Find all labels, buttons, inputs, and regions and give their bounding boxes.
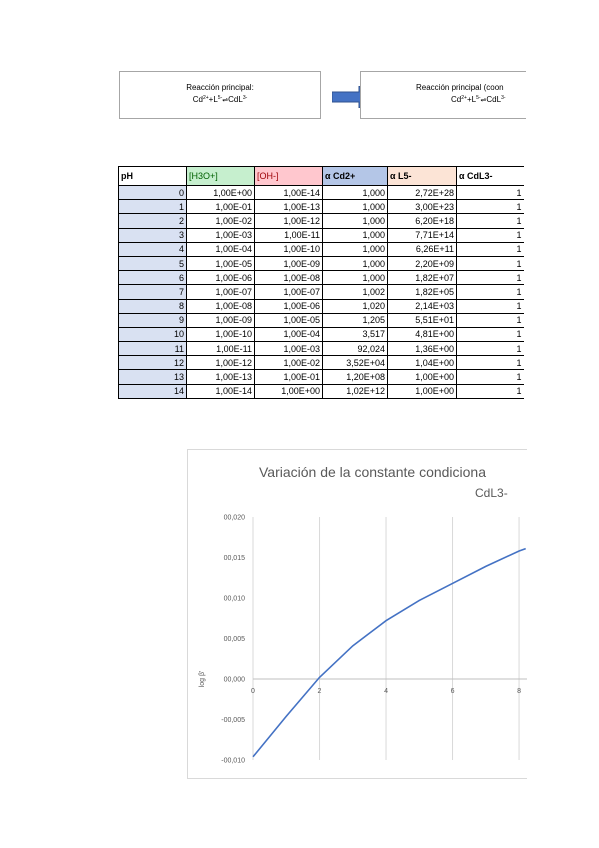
table-cell: 3,00E+23: [388, 200, 457, 214]
table-cell: 1,36E+00: [388, 342, 457, 356]
table-cell: 1,20E+08: [323, 370, 388, 384]
x-tick-label: 8: [517, 688, 522, 695]
table-row: [119, 186, 524, 200]
table-row: [119, 200, 524, 214]
table-cell: 1,002: [323, 285, 388, 299]
table-cell: 1,00E-13: [187, 370, 255, 384]
reaction-box-principal: [119, 71, 321, 119]
table-cell: 1,00E-06: [255, 299, 323, 313]
header-alpha-cd: α Cd2+: [323, 167, 388, 186]
table-cell: 1,00E-02: [187, 214, 255, 228]
table-cell: 1,00E-14: [255, 186, 323, 200]
table-cell: 1,000: [323, 228, 388, 242]
x-tick-label: 2: [317, 688, 322, 695]
header-h3o: [H3O+]: [187, 167, 255, 186]
table-cell: 1,020: [323, 299, 388, 313]
series-line: [253, 549, 526, 757]
table-cell: 1,000: [323, 271, 388, 285]
table-cell: 2,20E+09: [388, 256, 457, 270]
table-cell: 1,00E-05: [187, 256, 255, 270]
equilibrium-arrows-icon: ⇌: [222, 97, 229, 104]
table-cell: 2: [119, 214, 187, 228]
table-cell: 1,00E+00: [388, 370, 457, 384]
table-row: [119, 356, 524, 370]
reaction-box-title: Reacción principal:: [186, 83, 254, 92]
y-tick-label: 00,000: [223, 676, 245, 684]
table-cell: 1,00E-13: [255, 200, 323, 214]
table-cell: 1,205: [323, 313, 388, 327]
table-cell: 1: [457, 313, 524, 327]
reaction-equation: $Cd^{2+}+L^{5-}\rightleftharpoons CdL^{3-}$: [192, 95, 248, 104]
y-tick-label: -00,010: [221, 757, 245, 765]
table-cell: 1,00E-07: [187, 285, 255, 299]
header-alpha-cdl3: α CdL3-: [457, 167, 524, 186]
reaction-equation: $Cd^{2+}+L^{5-}\rightleftharpoons CdL^{3-}$: [451, 95, 506, 104]
table-cell: 1: [457, 356, 524, 370]
table-cell: 1,00E-09: [187, 313, 255, 327]
table-cell: 1,82E+07: [388, 271, 457, 285]
table-row: [119, 342, 524, 356]
table-cell: 3,52E+04: [323, 356, 388, 370]
table-cell: 1: [457, 299, 524, 313]
y-tick-label: 00,005: [223, 636, 245, 643]
table-cell: 1,000: [323, 214, 388, 228]
table-cell: 1: [119, 200, 187, 214]
table-cell: 1,00E-04: [187, 242, 255, 256]
table-cell: 13: [119, 370, 187, 384]
table-cell: 1,00E-05: [255, 313, 323, 327]
table-cell: 6: [119, 271, 187, 285]
table-cell: 1,000: [323, 200, 388, 214]
table-cell: 9: [119, 313, 187, 327]
table-cell: 0: [119, 186, 187, 200]
table-cell: 4: [119, 242, 187, 256]
y-tick-label: 00,015: [223, 555, 245, 562]
table-cell: 7,71E+14: [388, 228, 457, 242]
reaction-box-title: Reacción principal (coon: [416, 83, 504, 92]
table-cell: 1,00E-02: [255, 356, 323, 370]
table-cell: 1,00E-12: [187, 356, 255, 370]
table-cell: 6,20E+18: [388, 214, 457, 228]
table-cell: 1,00E+00: [388, 384, 457, 398]
table-cell: 8: [119, 299, 187, 313]
y-axis-label: log β': [199, 670, 206, 688]
table-cell: 1,00E-08: [255, 271, 323, 285]
table-cell: 1,82E+05: [388, 285, 457, 299]
table-cell: 1,000: [323, 256, 388, 270]
table-cell: 1,00E+00: [255, 384, 323, 398]
table-cell: 3: [119, 228, 187, 242]
table-row: [119, 214, 524, 228]
table-cell: 6,26E+11: [388, 242, 457, 256]
table-row: [119, 242, 524, 256]
table-cell: 1: [457, 256, 524, 270]
y-tick-label: -00,005: [221, 717, 245, 724]
table-cell: 1: [457, 327, 524, 341]
chart-subtitle: CdL3-: [475, 486, 508, 500]
table-cell: 1,00E-03: [255, 342, 323, 356]
table-cell: 11: [119, 342, 187, 356]
line-chart: [188, 450, 527, 779]
table-row: [119, 370, 524, 384]
header-alpha-l5: α L5-: [388, 167, 457, 186]
table-cell: 2,14E+03: [388, 299, 457, 313]
table-cell: 2,72E+28: [388, 186, 457, 200]
reaction-box-conditional: [360, 71, 526, 119]
table-row: [119, 313, 524, 327]
table-cell: 1,00E-08: [187, 299, 255, 313]
table-row: [119, 256, 524, 270]
table-cell: 1,00E-10: [255, 242, 323, 256]
chart-area: [187, 449, 527, 779]
table-header-row: [119, 167, 524, 186]
table-cell: 1: [457, 285, 524, 299]
table-cell: 1,04E+00: [388, 356, 457, 370]
table-cell: 1,00E-10: [187, 327, 255, 341]
table-cell: 1,00E+00: [187, 186, 255, 200]
table-row: [119, 285, 524, 299]
x-tick-label: 6: [450, 688, 455, 695]
table-cell: 1,00E-11: [255, 228, 323, 242]
header-ph: pH: [119, 167, 187, 186]
table-cell: 5: [119, 256, 187, 270]
x-tick-label: 0: [251, 688, 255, 695]
x-tick-label: 4: [384, 688, 388, 695]
table-row: [119, 271, 524, 285]
table-cell: 1: [457, 271, 524, 285]
table-cell: 1: [457, 228, 524, 242]
table-row: [119, 384, 524, 398]
table-cell: 92,024: [323, 342, 388, 356]
table-row: [119, 228, 524, 242]
table-cell: 1: [457, 186, 524, 200]
table-cell: 1,00E-01: [255, 370, 323, 384]
y-tick-label: 00,020: [223, 514, 245, 522]
table-cell: 1,000: [323, 186, 388, 200]
table-cell: 1,00E-09: [255, 256, 323, 270]
table-row: [119, 327, 524, 341]
chart-title: Variación de la constante condiciona: [259, 464, 487, 480]
table-cell: 1,00E-06: [187, 271, 255, 285]
table-cell: 1,00E-14: [187, 384, 255, 398]
header-oh: [OH-]: [255, 167, 323, 186]
table-cell: 10: [119, 327, 187, 341]
equilibrium-arrows-icon: ⇌: [480, 97, 487, 104]
table-cell: 1,00E-12: [255, 214, 323, 228]
alpha-coefficients-table: [118, 166, 524, 399]
table-cell: 1,000: [323, 242, 388, 256]
table-cell: 1,02E+12: [323, 384, 388, 398]
table-cell: 12: [119, 356, 187, 370]
table-cell: 1,00E-01: [187, 200, 255, 214]
table-cell: 1,00E-03: [187, 228, 255, 242]
table-cell: 1,00E-07: [255, 285, 323, 299]
table-cell: 14: [119, 384, 187, 398]
table-cell: 1,00E-11: [187, 342, 255, 356]
table-cell: 1: [457, 214, 524, 228]
table-cell: 3,517: [323, 327, 388, 341]
table-cell: 1: [457, 384, 524, 398]
table-cell: 4,81E+00: [388, 327, 457, 341]
table-cell: 5,51E+01: [388, 313, 457, 327]
table-cell: 1: [457, 242, 524, 256]
table-cell: 1: [457, 370, 524, 384]
table-cell: 1: [457, 200, 524, 214]
table-cell: 1,00E-04: [255, 327, 323, 341]
y-tick-label: 00,010: [223, 595, 245, 603]
table-cell: 1: [457, 342, 524, 356]
table-row: [119, 299, 524, 313]
table-cell: 7: [119, 285, 187, 299]
